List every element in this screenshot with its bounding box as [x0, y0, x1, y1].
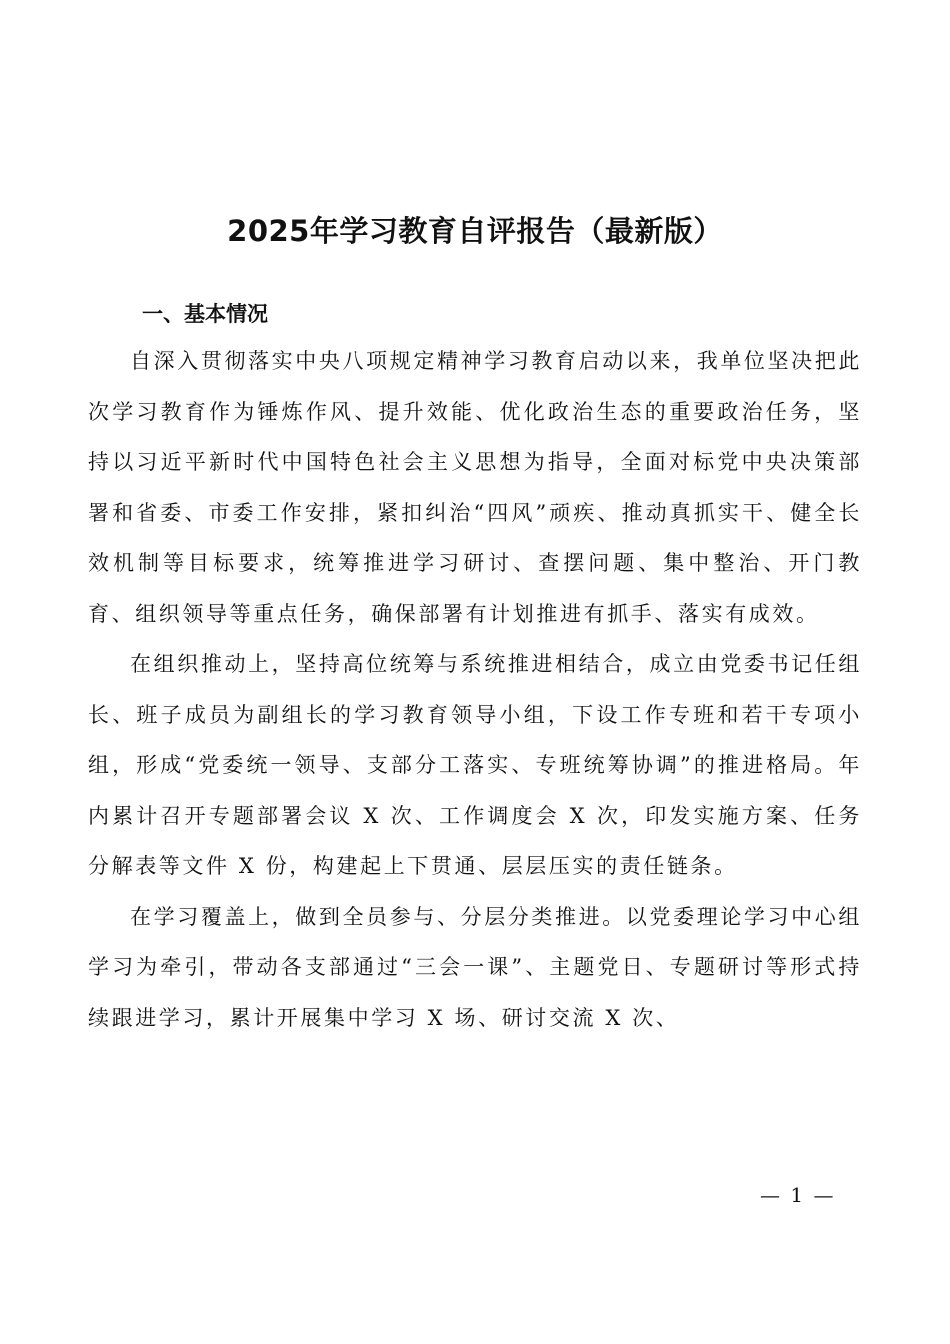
paragraph-organization: 在组织推动上，坚持高位统筹与系统推进相结合，成立由党委书记任组长、班子成员为副组长的学习教育领导小组，下设工作专班和若干专项小组，形成“党委统一领导、支部分工落实、专班统筹协调”的推进格局。年内累计召开专题部署会议 X 次、工作调度会 X 次，印发实施方案、任务分解表等文件 X 份，构建起上下贯通、层层压实的责任链条。 [88, 652, 862, 878]
document-title: 2025年学习教育自评报告（最新版） [227, 214, 723, 249]
document-body [88, 292, 862, 1043]
paragraph-study-coverage: 在学习覆盖上，做到全员参与、分层分类推进。以党委理论学习中心组学习为牵引，带动各支部通过“三会一课”、主题党日、专题研讨等形式持续跟进学习，累计开展集中学习 X 场、研讨交流 X 次、 [88, 904, 862, 1030]
section-heading: 一、基本情况 [142, 302, 268, 326]
paragraph-intro: 自深入贯彻落实中央八项规定精神学习教育启动以来，我单位坚决把此次学习教育作为锤炼作风、提升效能、优化政治生态的重要政治任务，坚持以习近平新时代中国特色社会主义思想为指导，全面对标党中央决策部署和省委、市委工作安排，紧扣纠治“四风”顽疾、推动真抓实干、健全长效机制等目标要求，统筹推进学习研讨、查摆问题、集中整治、开门教育、组织领导等重点任务，确保部署有计划推进有抓手、落实有成效。 [88, 349, 862, 626]
page-number: — 1 — [760, 1183, 836, 1207]
